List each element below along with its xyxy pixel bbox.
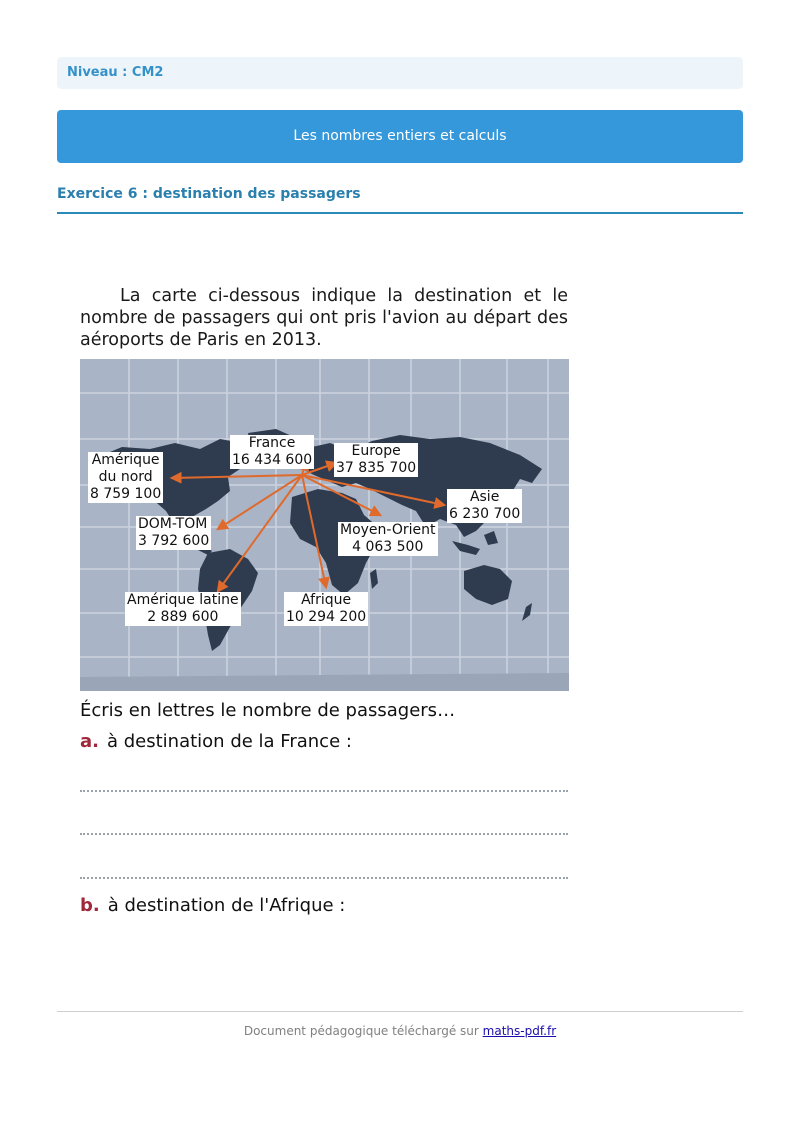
chapter-banner: Les nombres entiers et calculs [57, 110, 743, 163]
question-a [80, 731, 352, 752]
exercise-title: Exercice 6 : destination des passagers [57, 186, 743, 214]
label-asie: Asie 6 230 700 [449, 489, 521, 522]
label-france: France 16 434 600 [232, 435, 313, 468]
footer-link[interactable]: maths-pdf.fr [482, 1024, 557, 1038]
answer-line[interactable] [80, 833, 568, 835]
question-b-text: à destination de l'Afrique : [107, 895, 346, 916]
world-map [80, 359, 569, 691]
footer-text: Document pédagogique téléchargé sur [243, 1024, 479, 1038]
label-afrique: Afrique 10 294 200 [286, 592, 367, 625]
question-b-letter: b. [80, 895, 100, 916]
label-europe: Europe 37 835 700 [336, 443, 417, 476]
footer-divider [57, 1011, 743, 1012]
answer-line[interactable] [80, 790, 568, 792]
label-dom-tom: DOM-TOM 3 792 600 [138, 516, 210, 549]
answer-line[interactable] [80, 877, 568, 879]
question-b [80, 895, 345, 916]
label-moyen-orient: Moyen-Orient 4 063 500 [340, 522, 436, 555]
question-a-text: à destination de la France : [106, 731, 352, 752]
footer [57, 1024, 743, 1038]
instruction-text: Écris en lettres le nombre de passagers… [80, 700, 456, 721]
exercise-scan [80, 285, 570, 916]
label-amerique-nord: Amérique du nord 8 759 100 [90, 452, 162, 502]
question-a-letter: a. [80, 731, 99, 752]
label-amerique-latine: Amérique latine 2 889 600 [127, 592, 239, 625]
intro-text: La carte ci-dessous indique la destination et le nombre de passagers qui ont pris l'avion au départ des aéroports de Paris en 2013. [80, 286, 568, 350]
level-badge: Niveau : CM2 [57, 57, 743, 89]
